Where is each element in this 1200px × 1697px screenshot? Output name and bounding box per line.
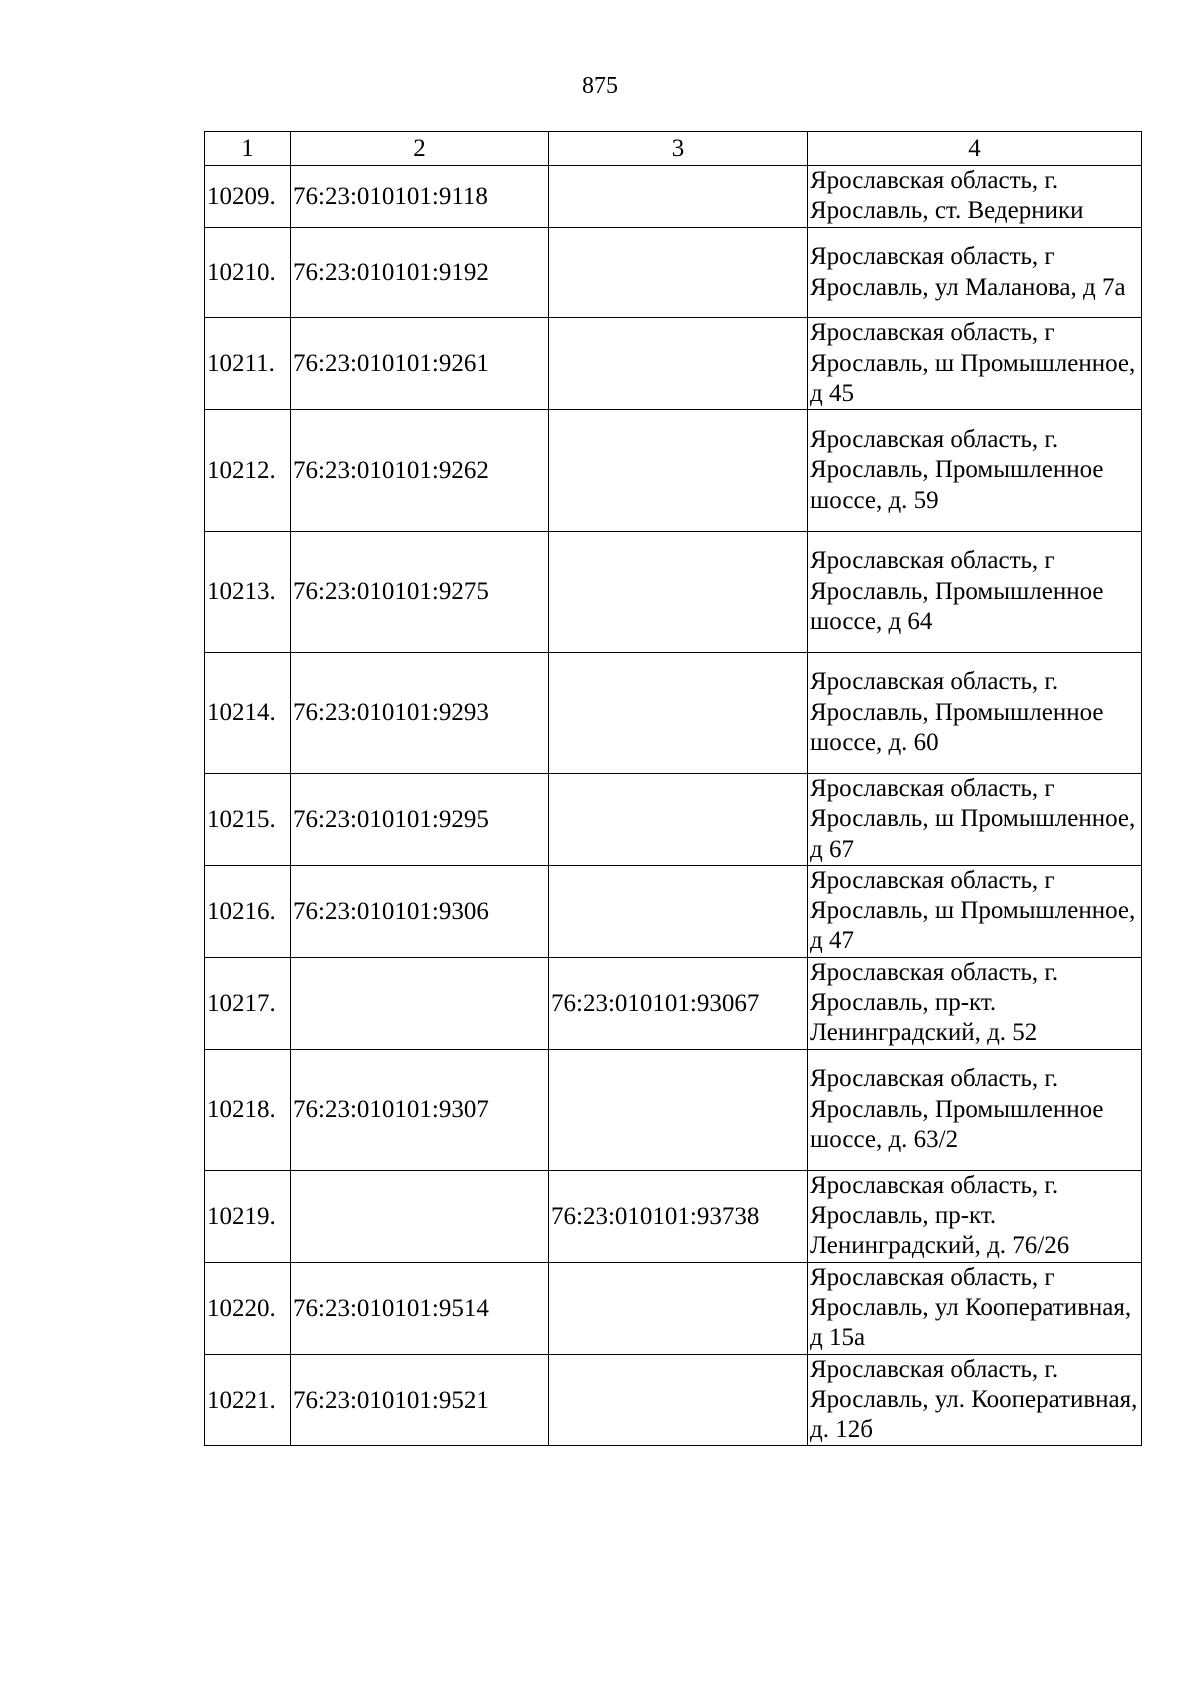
table-row bbox=[205, 227, 1142, 318]
cadastral-number-cell: 76:23:010101:9295 bbox=[291, 773, 549, 865]
cadastral-number-alt-cell bbox=[549, 410, 808, 531]
table-row bbox=[205, 1049, 1142, 1170]
row-number-cell: 10219. bbox=[205, 1170, 291, 1262]
page-number: 875 bbox=[582, 73, 618, 99]
address-cell: Ярославская область, г Ярославль, ул Кооперативная, д 15а bbox=[808, 1262, 1142, 1354]
row-number-cell: 10212. bbox=[205, 410, 291, 531]
cadastral-number-alt-cell bbox=[549, 652, 808, 773]
registry-table bbox=[204, 131, 1142, 1446]
row-number-cell: 10220. bbox=[205, 1262, 291, 1354]
column-header: 4 bbox=[808, 132, 1142, 166]
column-header: 3 bbox=[549, 132, 808, 166]
row-number-cell: 10213. bbox=[205, 531, 291, 652]
address-cell: Ярославская область, г Ярославль, ш Промышленное, д 47 bbox=[808, 865, 1142, 957]
header-row bbox=[205, 132, 1142, 166]
cadastral-number-alt-cell bbox=[549, 1354, 808, 1446]
cadastral-number-alt-cell bbox=[549, 773, 808, 865]
table-row bbox=[205, 865, 1142, 957]
row-number-cell: 10214. bbox=[205, 652, 291, 773]
row-number-cell: 10209. bbox=[205, 166, 291, 228]
row-number-cell: 10215. bbox=[205, 773, 291, 865]
address-cell: Ярославская область, г. Ярославль, Промышленное шоссе, д. 59 bbox=[808, 410, 1142, 531]
address-cell: Ярославская область, г Ярославль, ш Промышленное, д 67 bbox=[808, 773, 1142, 865]
column-header: 2 bbox=[291, 132, 549, 166]
address-cell: Ярославская область, г. Ярославль, пр-кт. Ленинградский, д. 76/26 bbox=[808, 1170, 1142, 1262]
row-number-cell: 10217. bbox=[205, 957, 291, 1049]
address-cell: Ярославская область, г Ярославль, ш Промышленное, д 45 bbox=[808, 318, 1142, 410]
cadastral-number-cell bbox=[291, 1170, 549, 1262]
cadastral-number-alt-cell bbox=[549, 531, 808, 652]
column-header: 1 bbox=[205, 132, 291, 166]
table-row bbox=[205, 410, 1142, 531]
table-row bbox=[205, 318, 1142, 410]
cadastral-number-cell: 76:23:010101:9293 bbox=[291, 652, 549, 773]
address-cell: Ярославская область, г Ярославль, Промышленное шоссе, д 64 bbox=[808, 531, 1142, 652]
table-row bbox=[205, 1354, 1142, 1446]
cadastral-number-cell: 76:23:010101:9118 bbox=[291, 166, 549, 228]
cadastral-number-cell: 76:23:010101:9261 bbox=[291, 318, 549, 410]
row-number-cell: 10221. bbox=[205, 1354, 291, 1446]
cadastral-number-cell: 76:23:010101:9275 bbox=[291, 531, 549, 652]
table-row bbox=[205, 652, 1142, 773]
address-cell: Ярославская область, г. Ярославль, пр-кт. Ленинградский, д. 52 bbox=[808, 957, 1142, 1049]
row-number-cell: 10216. bbox=[205, 865, 291, 957]
cadastral-number-cell: 76:23:010101:9307 bbox=[291, 1049, 549, 1170]
cadastral-number-alt-cell bbox=[549, 318, 808, 410]
table-row bbox=[205, 166, 1142, 228]
row-number-cell: 10210. bbox=[205, 227, 291, 318]
cadastral-number-alt-cell: 76:23:010101:93738 bbox=[549, 1170, 808, 1262]
cadastral-number-alt-cell bbox=[549, 865, 808, 957]
address-cell: Ярославская область, г. Ярославль, Промышленное шоссе, д. 63/2 bbox=[808, 1049, 1142, 1170]
cadastral-number-alt-cell: 76:23:010101:93067 bbox=[549, 957, 808, 1049]
cadastral-number-alt-cell bbox=[549, 1262, 808, 1354]
row-number-cell: 10211. bbox=[205, 318, 291, 410]
table-row bbox=[205, 531, 1142, 652]
cadastral-number-alt-cell bbox=[549, 1049, 808, 1170]
table-row bbox=[205, 773, 1142, 865]
cadastral-number-alt-cell bbox=[549, 166, 808, 228]
address-cell: Ярославская область, г. Ярославль, ст. Ведерники bbox=[808, 166, 1142, 228]
table-body bbox=[205, 166, 1142, 1446]
address-cell: Ярославская область, г. Ярославль, Промышленное шоссе, д. 60 bbox=[808, 652, 1142, 773]
cadastral-number-alt-cell bbox=[549, 227, 808, 318]
table-row bbox=[205, 1170, 1142, 1262]
address-cell: Ярославская область, г. Ярославль, ул. Кооперативная, д. 12б bbox=[808, 1354, 1142, 1446]
cadastral-number-cell: 76:23:010101:9521 bbox=[291, 1354, 549, 1446]
cadastral-number-cell: 76:23:010101:9192 bbox=[291, 227, 549, 318]
table-row bbox=[205, 957, 1142, 1049]
cadastral-number-cell: 76:23:010101:9514 bbox=[291, 1262, 549, 1354]
cadastral-number-cell: 76:23:010101:9306 bbox=[291, 865, 549, 957]
cadastral-number-cell: 76:23:010101:9262 bbox=[291, 410, 549, 531]
table-row bbox=[205, 1262, 1142, 1354]
row-number-cell: 10218. bbox=[205, 1049, 291, 1170]
cadastral-number-cell bbox=[291, 957, 549, 1049]
address-cell: Ярославская область, г Ярославль, ул Маланова, д 7а bbox=[808, 227, 1142, 318]
